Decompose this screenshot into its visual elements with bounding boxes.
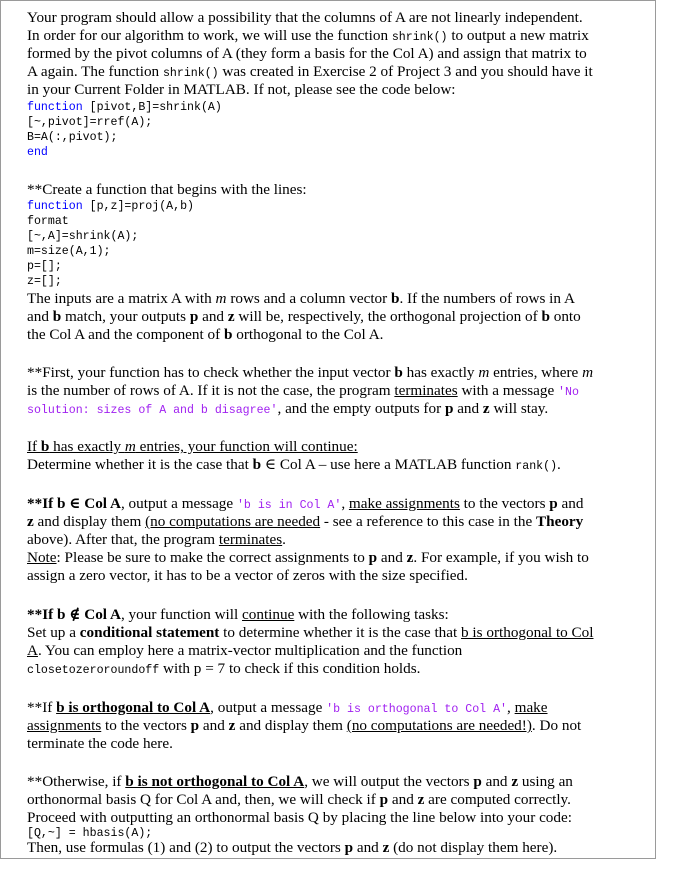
ifexact-line-1 (27, 438, 647, 456)
text: (no computations are needed!) (346, 717, 532, 734)
text: are computed correctly. (424, 791, 571, 808)
text: b (541, 308, 550, 325)
text: Then, use formulas (1) and (2) to output the vectors (27, 839, 345, 856)
text: z (228, 717, 236, 734)
text: has exactly (49, 438, 125, 455)
underlined-heading (27, 438, 358, 455)
first-line-3 (27, 400, 647, 420)
code-text: format (27, 215, 69, 228)
code-text: [Q,~] = hbasis(A); (27, 827, 153, 840)
text: using an (518, 773, 573, 790)
text: Proceed with outputting an orthonormal basis Q by placing the line below into your code: (27, 809, 572, 826)
text: onto (549, 308, 581, 325)
text: to determine whether it is the case that (219, 624, 462, 641)
text: z (227, 308, 235, 325)
text: Your program should allow a possibility that the columns of A are not linearly independent. (27, 9, 583, 26)
text: terminates (394, 382, 458, 399)
text: Theory (536, 513, 584, 530)
ifortho-line-2 (27, 717, 647, 735)
text: b (40, 438, 50, 455)
text: , output a message (210, 699, 327, 716)
code1-line-2 (27, 115, 152, 130)
otherwise-line-1 (27, 773, 647, 791)
text: **Otherwise, if (27, 773, 126, 790)
inA-line-2 (27, 513, 647, 531)
text: entries, your function will continue: (135, 438, 358, 455)
otherwise-line-4 (27, 839, 647, 857)
text: In order for our algorithm to work, we will use the function (27, 27, 392, 44)
code-text: z=[]; (27, 275, 62, 288)
text: , and the empty outputs for (277, 400, 445, 417)
text: b is orthogonal to Col (461, 624, 594, 641)
text: is the number of rows of A. If it is not the case, the program (27, 382, 395, 399)
first-line-2 (27, 382, 647, 402)
code2-line-1 (27, 199, 194, 214)
first-line-1 (27, 364, 647, 382)
text: b (223, 326, 233, 343)
text: and display them (235, 717, 347, 734)
inline-code: shrink() (162, 67, 219, 80)
text: z (482, 400, 490, 417)
text: b (252, 456, 262, 473)
text: If (27, 438, 41, 455)
code2-line-6 (27, 274, 62, 289)
text: , output a message (120, 495, 237, 512)
text: **If b ∈ Col A (27, 495, 121, 512)
code-text: [~,A]=shrink(A); (27, 230, 139, 243)
text: to the vectors (101, 717, 191, 734)
text: and (27, 308, 53, 325)
text: m (124, 438, 136, 455)
intro-line-3 (27, 45, 647, 63)
otherwise-line-2 (27, 791, 647, 809)
string-literal: solution: sizes of A and b disagree' (27, 404, 278, 417)
inline-code: rank() (515, 460, 558, 473)
text: m (478, 364, 490, 381)
text: z (406, 549, 414, 566)
keyword: function (27, 200, 83, 213)
text: with the following tasks: (294, 606, 449, 623)
inA-line-3 (27, 531, 647, 549)
text: m (582, 364, 594, 381)
inA-line-5 (27, 567, 647, 585)
text: . (282, 531, 286, 548)
create-line (27, 181, 647, 199)
text: p (368, 549, 378, 566)
text: Set up a (27, 624, 80, 641)
notinA-line-4 (27, 660, 647, 680)
text: z (27, 513, 34, 530)
inline-code: closetozeroroundoff (27, 664, 160, 677)
ifortho-line-3 (27, 735, 647, 753)
text: to output a new matrix (447, 27, 589, 44)
code-text: B=A(:,pivot); (27, 131, 118, 144)
intro-line-2 (27, 27, 647, 47)
text: b (394, 364, 403, 381)
code-text: [~,pivot]=rref(A); (27, 116, 153, 129)
intro-line-5 (27, 81, 647, 99)
code-text: p=[]; (27, 260, 62, 273)
inputs-line-3 (27, 326, 647, 344)
text: z (417, 791, 425, 808)
text: Note (27, 549, 57, 566)
text: (do not display them here). (389, 839, 558, 856)
text: . You can employ here a matrix-vector multiplication and the function (37, 642, 463, 659)
text: and (199, 717, 229, 734)
text: p (444, 400, 454, 417)
text: m (215, 290, 227, 307)
text: with p = 7 to check if this condition holds. (159, 660, 421, 677)
text: . Do not (531, 717, 582, 734)
inputs-line-2 (27, 308, 647, 326)
text: and (198, 308, 228, 325)
text: The inputs are a matrix A with (27, 290, 216, 307)
inputs-line-1 (27, 290, 647, 308)
text: , your function will (120, 606, 243, 623)
text: **First, your function has to check whether the input vector (27, 364, 395, 381)
code-text: [p,z]=proj(A,b) (82, 200, 194, 213)
text: make (514, 699, 548, 716)
text: b (391, 290, 400, 307)
text: . For example, if you wish to (413, 549, 589, 566)
string-literal: 'b is orthogonal to Col A' (326, 703, 508, 716)
text: the Col A and the component of (27, 326, 224, 343)
intro-line-4 (27, 63, 647, 83)
inline-code: shrink() (391, 31, 448, 44)
text: assign a zero vector, it has to be a vector of zeros with the size specified. (27, 567, 468, 584)
text: Determine whether it is the case that (27, 456, 253, 473)
text: b is not orthogonal to Col A (125, 773, 305, 790)
ifortho-line-1 (27, 699, 647, 719)
text: . If the numbers of rows in A (399, 290, 575, 307)
text: above). After that, the program (27, 531, 219, 548)
text: orthogonal to the Col A. (232, 326, 384, 343)
text: conditional statement (79, 624, 220, 641)
text: to the vectors (459, 495, 550, 512)
text: p (190, 717, 200, 734)
text: terminate the code here. (27, 735, 173, 752)
text: A again. The function (27, 63, 163, 80)
text: z (511, 773, 519, 790)
text: and display them (33, 513, 146, 530)
text: : Please be sure to make the correct assignments to (56, 549, 369, 566)
text: with a message (457, 382, 559, 399)
code2-line-4 (27, 244, 111, 259)
text: , we will output the vectors (304, 773, 474, 790)
text: will be, respectively, the orthogonal projection of (234, 308, 542, 325)
code1-line-3 (27, 130, 117, 145)
code-text: [pivot,B]=shrink(A) (82, 101, 222, 114)
code1-line-1 (27, 100, 222, 115)
text: , (507, 699, 515, 716)
text: and (377, 549, 407, 566)
text: terminates (218, 531, 283, 548)
text: formed by the pivot columns of A (they form a basis for the Col A) and assign that matrix to (27, 45, 587, 62)
notinA-line-3 (27, 642, 647, 660)
inA-line-4 (27, 549, 647, 567)
text: p (379, 791, 389, 808)
keyword: end (27, 146, 48, 159)
text: and (453, 400, 483, 417)
string-literal: 'b is in Col A' (236, 499, 342, 512)
inA-line-1 (27, 495, 647, 515)
text: p (344, 839, 354, 856)
text: (no computations are needed (145, 513, 321, 530)
text: and (481, 773, 512, 790)
text: in your Current Folder in MATLAB. If not, please see the code below: (27, 81, 456, 98)
string-literal: 'No (558, 386, 579, 399)
text: and (388, 791, 418, 808)
text: . (557, 456, 561, 473)
text: was created in Exercise 2 of Project 3 and you should have it (218, 63, 593, 80)
notinA-line-2 (27, 624, 647, 642)
text: rows and a column vector (226, 290, 391, 307)
text: entries, where (489, 364, 583, 381)
text: p (473, 773, 482, 790)
code2-line-5 (27, 259, 62, 274)
text: match, your outputs (61, 308, 190, 325)
text: assignments (27, 717, 102, 734)
text: - see a reference to this case in the (320, 513, 537, 530)
code2-line-3 (27, 229, 138, 244)
code1-line-4 (27, 145, 48, 160)
text: **If b ∉ Col A (27, 606, 121, 623)
ifexact-line-2 (27, 456, 647, 476)
notinA-line-1 (27, 606, 647, 624)
keyword: function (27, 101, 83, 114)
intro-line-1 (27, 9, 647, 27)
text: z (382, 839, 390, 856)
code-text: m=size(A,1); (27, 245, 111, 258)
text: **If (27, 699, 57, 716)
text: A (27, 642, 38, 659)
text: continue (242, 606, 295, 623)
otherwise-line-3 (27, 809, 647, 827)
code2-line-2 (27, 214, 69, 229)
text: **Create a function that begins with the lines: (27, 181, 307, 198)
text: and (353, 839, 383, 856)
text: b (52, 308, 62, 325)
text: b is orthogonal to Col A (56, 699, 211, 716)
text: and (557, 495, 584, 512)
text: , (341, 495, 349, 512)
text: p (549, 495, 558, 512)
text: p (189, 308, 199, 325)
text: will stay. (489, 400, 549, 417)
text: orthonormal basis Q for Col A and, then, we will check if (27, 791, 380, 808)
text: make assignments (348, 495, 460, 512)
text: has exactly (402, 364, 479, 381)
text: ∈ Col A – use here a MATLAB function (261, 456, 516, 473)
